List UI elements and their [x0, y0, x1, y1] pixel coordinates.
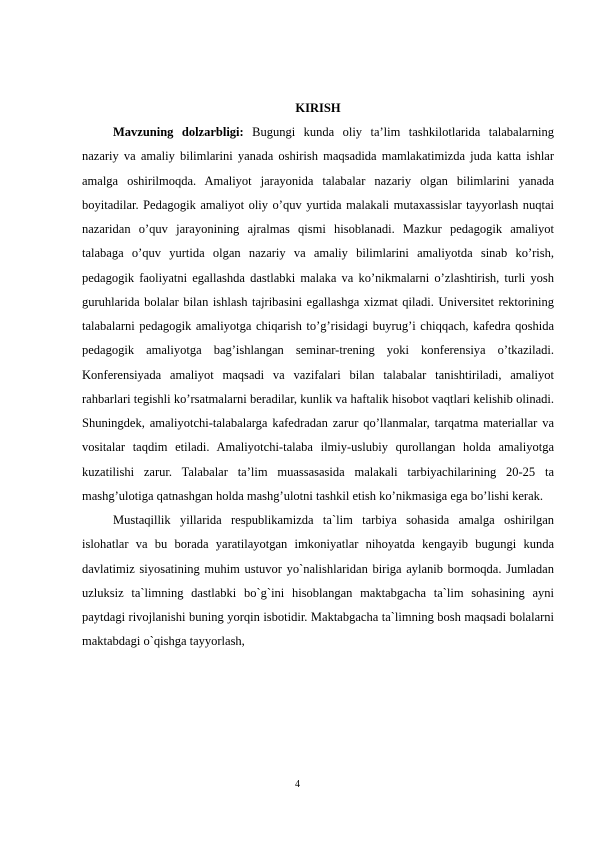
paragraph-text: Mustaqillik yillarida respublikamizda ta`lim tarbiya sohasida amalga oshirilgan islohatlar va bu borada yaratilayotgan imkoniyatlar nihoyatda kengayib bugungi kunda davlatimiz siyosatining muhim ustuvor yo`nalishlaridan biriga aylanib bormoqda. Jumladan uzluksiz ta`limning dastlabki bo`g`ini hisoblangan maktabgacha ta`lim sohasining ayni paytdagi rivojlanishi buning yorqin isbotidir. Maktabgacha ta`limning bosh maqsadi bolalarni maktabdagi o`qishga tayyorlash, [82, 513, 554, 649]
page-number: 4 [295, 779, 300, 790]
paragraph-relevance [82, 120, 554, 508]
page-title: KIRISH [295, 101, 341, 115]
page-content [82, 96, 554, 654]
paragraph-lead: Mavzuning dolzarbligi: [113, 125, 244, 139]
paragraph-independence [82, 508, 554, 654]
paragraph-text: Bugungi kunda oliy ta’lim tashkilotlarida talabalarning nazariy va amaliy bilimlarini yanada oshirish maqsadida mamlakatimizda juda katta ishlar amalga oshirilmoqda. Amaliyot jarayonida talabalar nazariy olgan bilimlarini yanada boyitadilar. Pedagogik amaliyot oliy o’quv yurtida malakali mutaxassislar tayyorlash nuqtai nazaridan o’quv jarayonining ajralmas qismi hisoblanadi. Mazkur pedagogik amaliyot talabaga o’quv yurtida olgan nazariy va amaliy bilimlarini amaliyotda sinab ko’rish, pedagogik faoliyatni egallashda dastlabki malaka va ko’nikmalarni o’zlashtirish, turli yosh guruhlarida bolalar bilan ishlash tajribasini egallashga xizmat qiladi. Universitet rektorining talabalarni pedagogik amaliyotga chiqarish to’g’risidagi buyrug’i chiqqach, kafedra qoshida pedagogik amaliyotga bag’ishlangan seminar-trening yoki konferensiya o’tkaziladi. Konferensiyada amaliyot maqsadi va vazifalari bilan talabalar tanishtiriladi, amaliyot rahbarlari tegishli ko’rsatmalarni beradilar, kunlik va haftalik hisobot vaqtlari kelishib olinadi. Shuningdek, amaliyotchi-talabalarga kafedradan zarur qo’llanmalar, tarqatma materiallar va vositalar taqdim etiladi. Amaliyotchi-talaba ilmiy-uslubiy qurollangan holda amaliyotga kuzatilishi zarur. Talabalar ta’lim muassasasida malakali tarbiyachilarining 20-25 ta mashg’ulotiga qatnashgan holda mashg’ulotni tashkil etish ko’nikmasiga ega bo’lishi kerak. [82, 125, 554, 503]
